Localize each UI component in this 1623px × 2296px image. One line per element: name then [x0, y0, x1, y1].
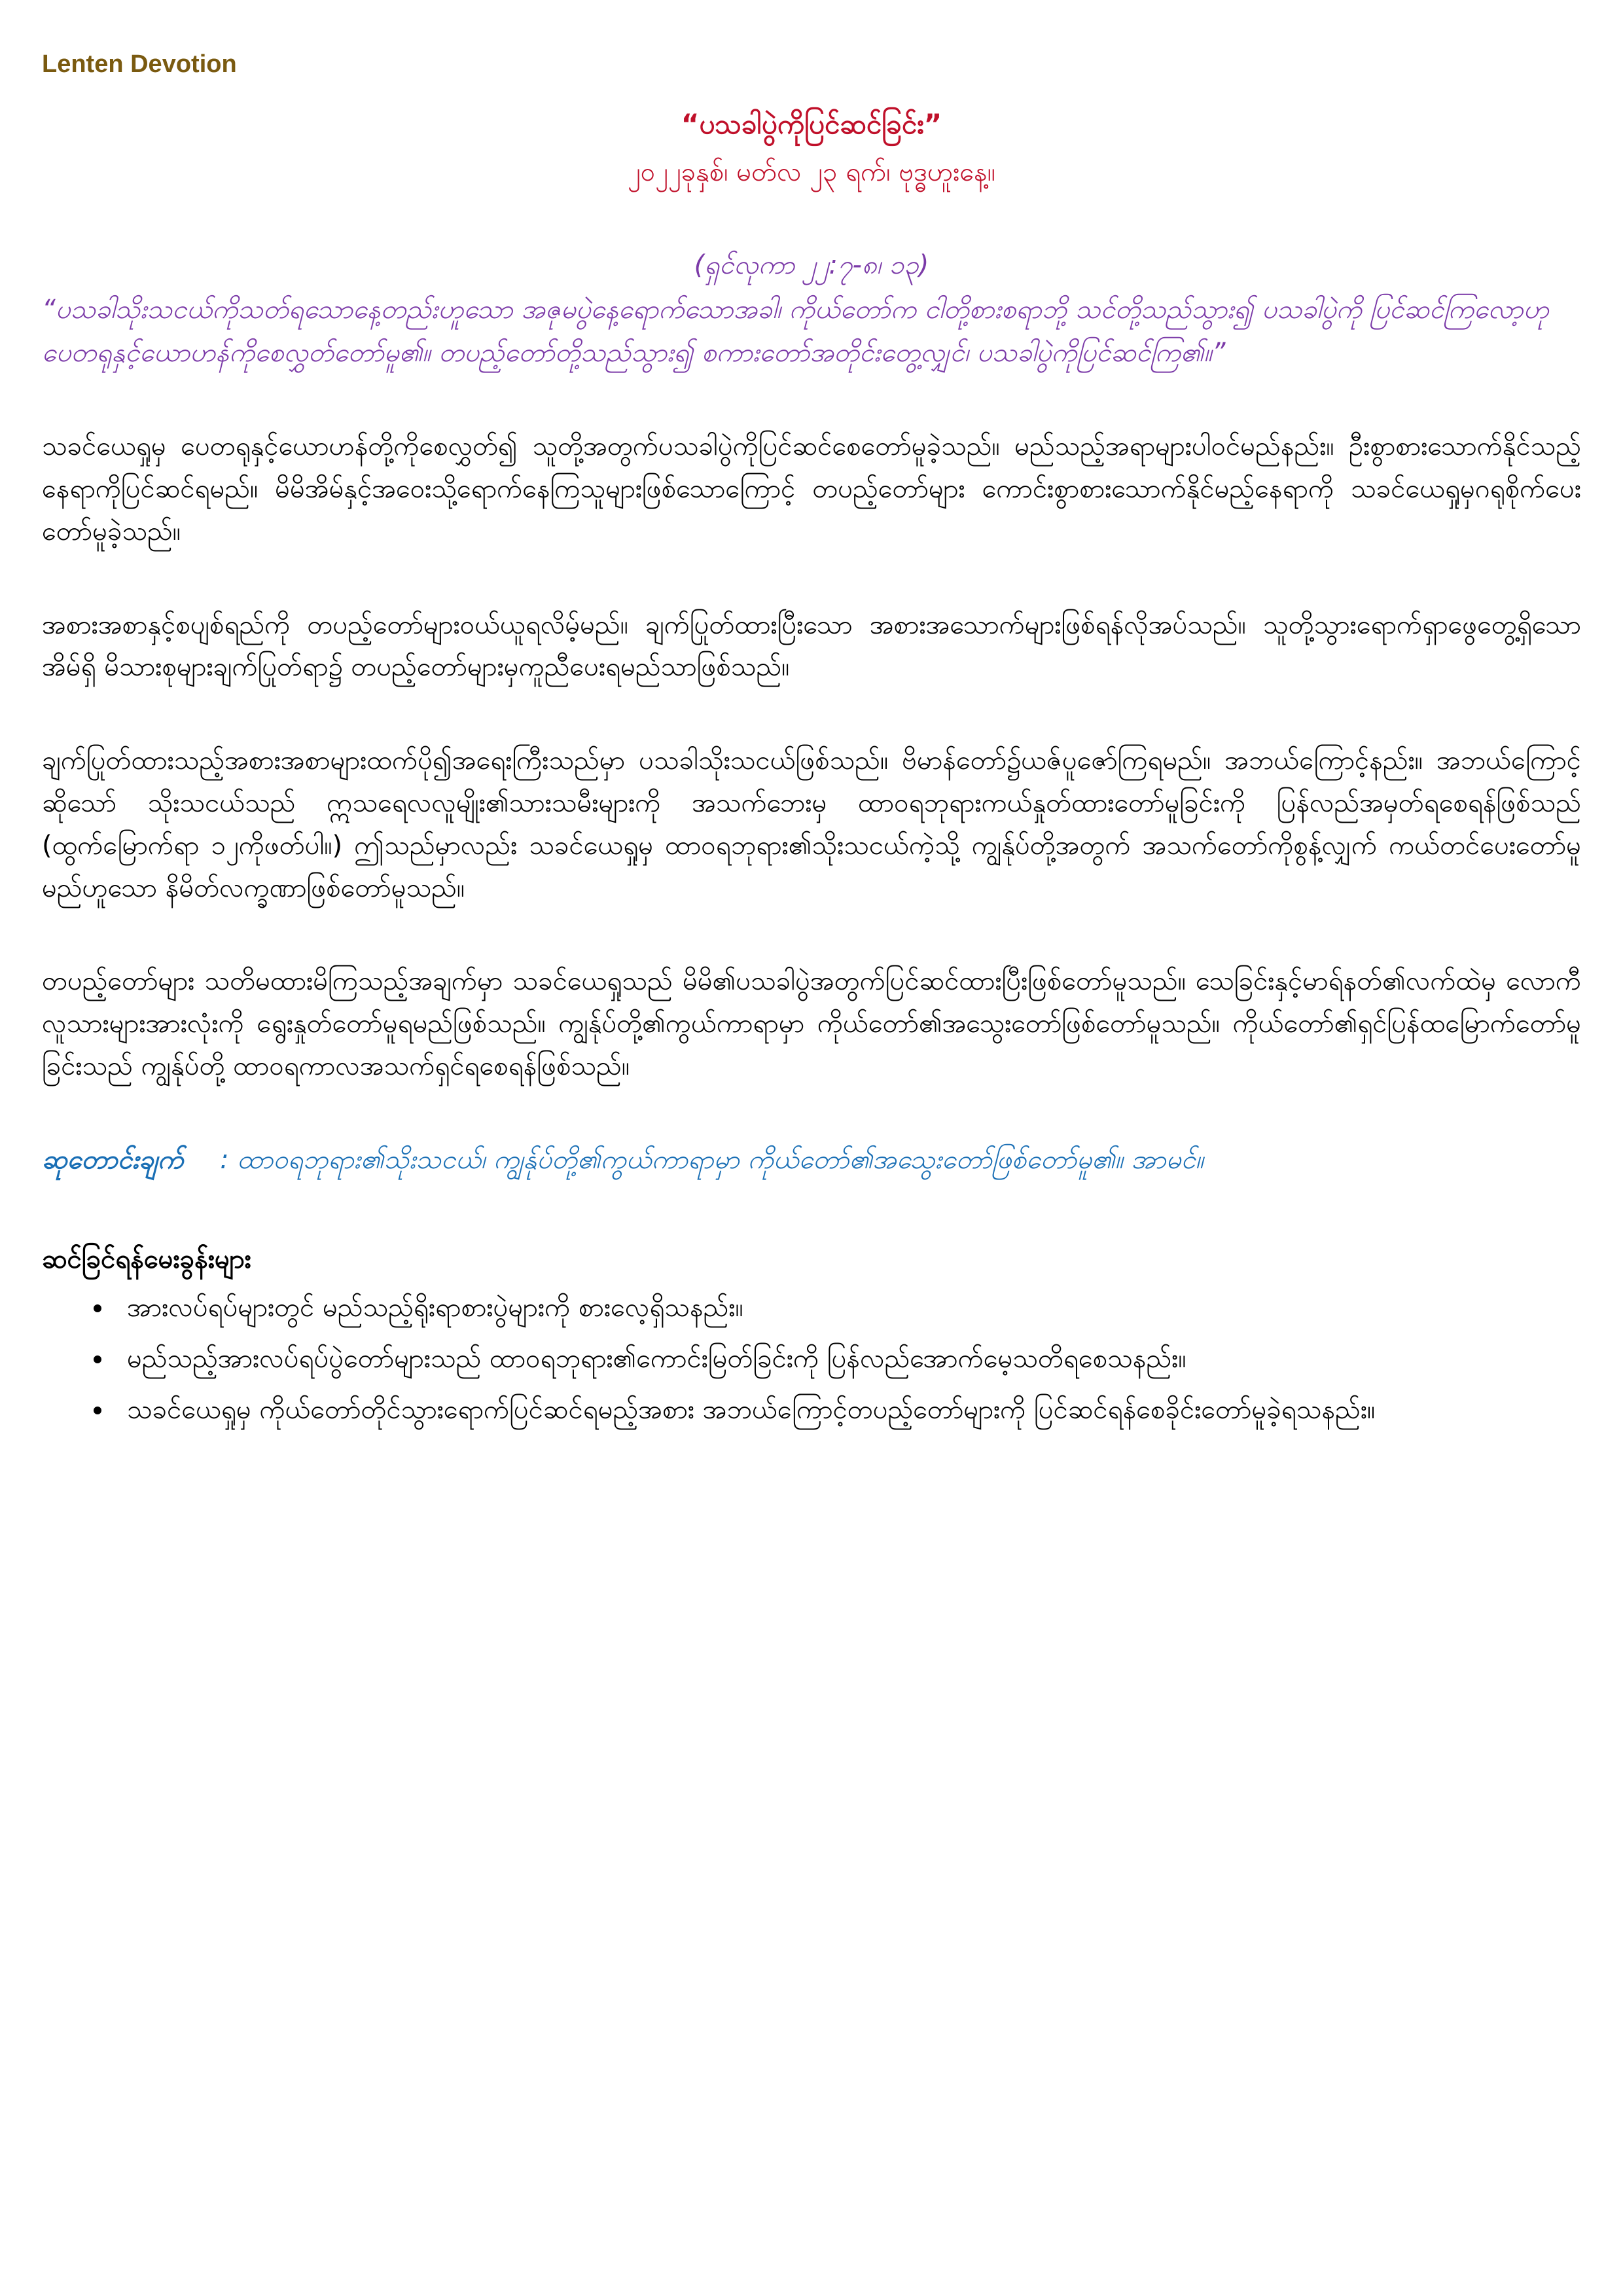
questions-list: [42, 1288, 1509, 1429]
date-line: ၂၀၂၂ခုနှစ်၊ မတ်လ ၂၃ ရက်၊ ဗုဒ္ဓဟူးနေ့။: [628, 157, 995, 188]
brand-label: Lenten Devotion: [42, 50, 237, 78]
prayer-label: ဆုတောင်းချက်: [42, 1144, 184, 1175]
list-item: • သခင်ယေရှုမှ ကိုယ်တော်တိုင်သွားရောက်ပြင်ဆင်ရမည့်အစား အဘယ်ကြောင့်တပည့်တော်များကို ပြင်ဆင်ရန်စေခိုင်းတော်မူခဲ့ရသနည်း။: [114, 1390, 1509, 1429]
body-paragraph-4: တပည့်တော်များ သတိမထားမိကြသည့်အချက်မှာ သခင်ယေရှုသည် မိမိ၏ပသခါပွဲအတွက်ပြင်ဆင်ထားပြီးဖြစ်တော်မူသည်။ သေခြင်းနှင့်မာရ်နတ်၏လက်ထဲမှ လောကီလူသားများအားလုံးကို ရွေးနှုတ်တော်မူရမည်ဖြစ်သည်။ ကျွန်ုပ်တို့၏ကွယ်ကာရာမှာ ကိုယ်တော်၏အသွေးတော်ဖြစ်တော်မူသည်။ ကိုယ်တော်၏ရှင်ပြန်ထမြောက်တော်မူခြင်းသည် ကျွန်ုပ်တို့ ထာဝရကာလအသက်ရှင်ရစေရန်ဖြစ်သည်။: [42, 966, 1581, 1082]
scripture-text: “ပသခါသိုးသငယ်ကိုသတ်ရသောနေ့တည်းဟူသော အဇုမပွဲနေ့ရောက်သောအခါ၊ ကိုယ်တော်က ငါတို့စားစရာဘို့ သင်တို့သည်သွား၍ ပသခါပွဲကို ပြင်ဆင်ကြလော့ဟု ပေတရုနှင့်ယောဟန်ကိုစေလွှတ်တော်မူ၏။ တပည့်တော်တို့သည်သွား၍ စကားတော်အတိုင်းတွေ့လျှင်၊ ပသခါပွဲကိုပြင်ဆင်ကြ၏။”: [42, 295, 1549, 368]
body-paragraph-2: အစားအစာနှင့်စပျစ်ရည်ကို တပည့်တော်များဝယ်ယူရလိမ့်မည်။ ချက်ပြုတ်ထားပြီးသော အစားအသောက်များဖြစ်ရန်လိုအပ်သည်။ သူတို့သွားရောက်ရှာဖွေတွေ့ရှိသောအိမ်ရှိ မိသားစုများချက်ပြုတ်ရာ၌ တပည့်တော်များမှကူညီပေးရမည်သာဖြစ်သည်။: [42, 609, 1581, 683]
questions-heading: ဆင်ခြင်ရန်မေးခွန်းများ: [42, 1244, 251, 1274]
prayer-text: : ထာဝရဘုရား၏သိုးသငယ်၊ ကျွန်ုပ်တို့၏ကွယ်ကာရာမှာ ကိုယ်တော်၏အသွေးတော်ဖြစ်တော်မူ၏။ အာမင်။: [220, 1144, 1204, 1175]
prayer-block: [42, 1139, 1581, 1181]
scripture-reference: (ရှင်လုကာ ၂၂:၇-၈၊ ၁၃): [694, 250, 929, 281]
list-item: • အားလပ်ရပ်များတွင် မည်သည့်ရိုးရာစားပွဲများကို စားလေ့ရှိသနည်း။: [114, 1288, 1509, 1327]
body-paragraph-1: သခင်ယေရှုမှ ပေတရုနှင့်ယောဟန်တို့ကိုစေလွှတ်၍ သူတို့အတွက်ပသခါပွဲကိုပြင်ဆင်စေတော်မူခဲ့သည်။ မည်သည့်အရာများပါဝင်မည်နည်း။ ဦးစွာစားသောက်နိုင်သည့်နေရာကိုပြင်ဆင်ရမည်။ မိမိအိမ်နှင့်အဝေးသို့ရောက်နေကြသူများဖြစ်သောကြောင့် တပည့်တော်များ ကောင်းစွာစားသောက်နိုင်မည့်နေရာကို သခင်ယေရှုမှဂရုစိုက်ပေးတော်မူခဲ့သည်။: [42, 431, 1581, 547]
page-title: “ပသခါပွဲကိုပြင်ဆင်ခြင်း”: [681, 107, 942, 140]
list-item: • မည်သည့်အားလပ်ရပ်ပွဲတော်များသည် ထာဝရဘုရား၏ကောင်းမြတ်ခြင်းကို ပြန်လည်အောက်မေ့သတိရစေသနည်း။: [114, 1339, 1509, 1378]
body-paragraph-3: ချက်ပြုတ်ထားသည့်အစားအစာများထက်ပို၍အရေးကြီးသည်မှာ ပသခါသိုးသငယ်ဖြစ်သည်။ ဗိမာန်တော်၌ယဇ်ပူဇော်ကြရမည်။ အဘယ်ကြောင့်နည်း။ အဘယ်ကြောင့်ဆိုသော် သိုးသငယ်သည် ဣသရေလလူမျိုး၏သားသမီးများကို အသက်ဘေးမှ ထာဝရဘုရားကယ်နှုတ်ထားတော်မူခြင်းကို ပြန်လည်အမှတ်ရစေရန်ဖြစ်သည် (ထွက်မြောက်ရာ ၁၂ကိုဖတ်ပါ။) ဤသည်မှာလည်း သခင်ယေရှုမှ ထာဝရဘုရား၏သိုးသငယ်ကဲ့သို့ ကျွန်ုပ်တို့အတွက် အသက်တော်ကိုစွန့်လျှက် ကယ်တင်ပေးတော်မူမည်ဟူသော နိမိတ်လက္ခဏာဖြစ်တော်မူသည်။: [42, 745, 1581, 903]
